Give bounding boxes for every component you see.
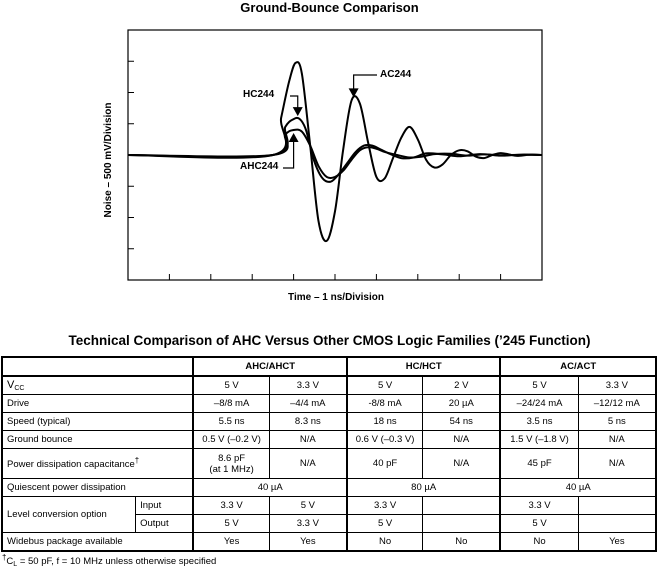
cell: 3.3 V — [347, 497, 423, 515]
cell: 3.3 V — [269, 376, 347, 395]
cell: N/A — [423, 449, 501, 479]
cell: 5.5 ns — [193, 413, 269, 431]
cell: 20 µA — [423, 395, 501, 413]
table-header-row — [2, 357, 656, 376]
row-label: Ground bounce — [2, 431, 193, 449]
cell: 0.5 V (–0.2 V) — [193, 431, 269, 449]
cell: 40 pF — [347, 449, 423, 479]
cell: 45 pF — [500, 449, 578, 479]
row-label: Drive — [2, 395, 193, 413]
cell: 5 V — [500, 515, 578, 533]
cell: 3.3 V — [578, 376, 656, 395]
sub-label: Output — [136, 515, 194, 533]
cell: 5 V — [193, 515, 269, 533]
ac244-arrow-head — [349, 88, 359, 97]
cell: N/A — [269, 431, 347, 449]
cell: 3.3 V — [500, 497, 578, 515]
series-line-hc244 — [128, 118, 542, 182]
cell — [578, 515, 656, 533]
cell: -8/8 mA — [347, 395, 423, 413]
cell: 0.6 V (–0.3 V) — [347, 431, 423, 449]
header-ac: AC/ACT — [500, 357, 656, 376]
cell: No — [347, 533, 423, 552]
series-line-ahc244 — [128, 130, 542, 178]
cell — [423, 497, 501, 515]
row-label: Widebus package available — [2, 533, 193, 552]
cell: 3.3 V — [269, 515, 347, 533]
cell: –24/24 mA — [500, 395, 578, 413]
header-hc: HC/HCT — [347, 357, 500, 376]
table-row — [2, 497, 656, 515]
cell: 5 V — [347, 515, 423, 533]
row-label: Power dissipation capacitance† — [2, 449, 193, 479]
cell — [423, 515, 501, 533]
annotation-hc244: HC244 — [243, 89, 275, 100]
y-axis-label: Noise – 500 mV/Division — [103, 102, 114, 218]
cell: No — [500, 533, 578, 552]
cell: N/A — [423, 431, 501, 449]
cell: 5 V — [193, 376, 269, 395]
cell: 5 V — [269, 497, 347, 515]
cell: 40 µA — [500, 479, 656, 497]
cell: N/A — [269, 449, 347, 479]
cell: 1.5 V (–1.8 V) — [500, 431, 578, 449]
cell: 5 V — [347, 376, 423, 395]
table-row — [2, 413, 656, 431]
row-label: Quiescent power dissipation — [2, 479, 193, 497]
cell: 3.5 ns — [500, 413, 578, 431]
cell: Yes — [269, 533, 347, 552]
cell: Yes — [578, 533, 656, 552]
plot-series — [128, 62, 542, 241]
chart-title: Ground-Bounce Comparison — [240, 0, 419, 15]
cell: 18 ns — [347, 413, 423, 431]
cell: 3.3 V — [193, 497, 269, 515]
cell: Yes — [193, 533, 269, 552]
ac244-arrow-line — [354, 75, 377, 89]
footnote: $^\dagger C_L = 50$ pF, f = 10 MHz unless otherwise specified — [2, 553, 217, 568]
cell: N/A — [578, 431, 656, 449]
cell — [578, 497, 656, 515]
plot-ticks — [128, 61, 501, 280]
annotation-ac244: AC244 — [380, 69, 412, 80]
cell: –12/12 mA — [578, 395, 656, 413]
cell: 8.6 pF (at 1 MHz) — [193, 449, 269, 479]
table-row — [2, 376, 656, 395]
cell: 40 µA — [193, 479, 346, 497]
table-row — [2, 449, 656, 479]
cell: 80 µA — [347, 479, 500, 497]
hc244-arrow-head — [293, 107, 303, 116]
table-title: Technical Comparison of AHC Versus Other CMOS Logic Families (’245 Function) — [68, 333, 591, 348]
cell: 54 ns — [423, 413, 501, 431]
table-row — [2, 479, 656, 497]
table-row — [2, 431, 656, 449]
cell: –8/8 mA — [193, 395, 269, 413]
cell: –4/4 mA — [269, 395, 347, 413]
ahc244-arrow-head — [289, 133, 299, 142]
cell: 5 ns — [578, 413, 656, 431]
table-row — [2, 533, 656, 552]
cell: No — [423, 533, 501, 552]
annotation-arrows — [283, 75, 377, 168]
cell: N/A — [578, 449, 656, 479]
row-label: Level conversion option — [2, 497, 136, 533]
cell: 2 V — [423, 376, 501, 395]
hc244-arrow-line — [290, 96, 298, 108]
annotation-ahc244: AHC244 — [240, 161, 279, 172]
x-axis-label: Time – 1 ns/Division — [288, 292, 384, 303]
cell: 8.3 ns — [269, 413, 347, 431]
cell: 5 V — [500, 376, 578, 395]
table-row — [2, 395, 656, 413]
header-ahc: AHC/AHCT — [193, 357, 346, 376]
row-label: Speed (typical) — [2, 413, 193, 431]
comparison-table — [1, 356, 657, 552]
header-blank — [2, 357, 193, 376]
sub-label: Input — [136, 497, 194, 515]
series-line-ac244 — [128, 62, 542, 241]
row-label-vcc: $V_{CC}$ — [2, 376, 193, 395]
